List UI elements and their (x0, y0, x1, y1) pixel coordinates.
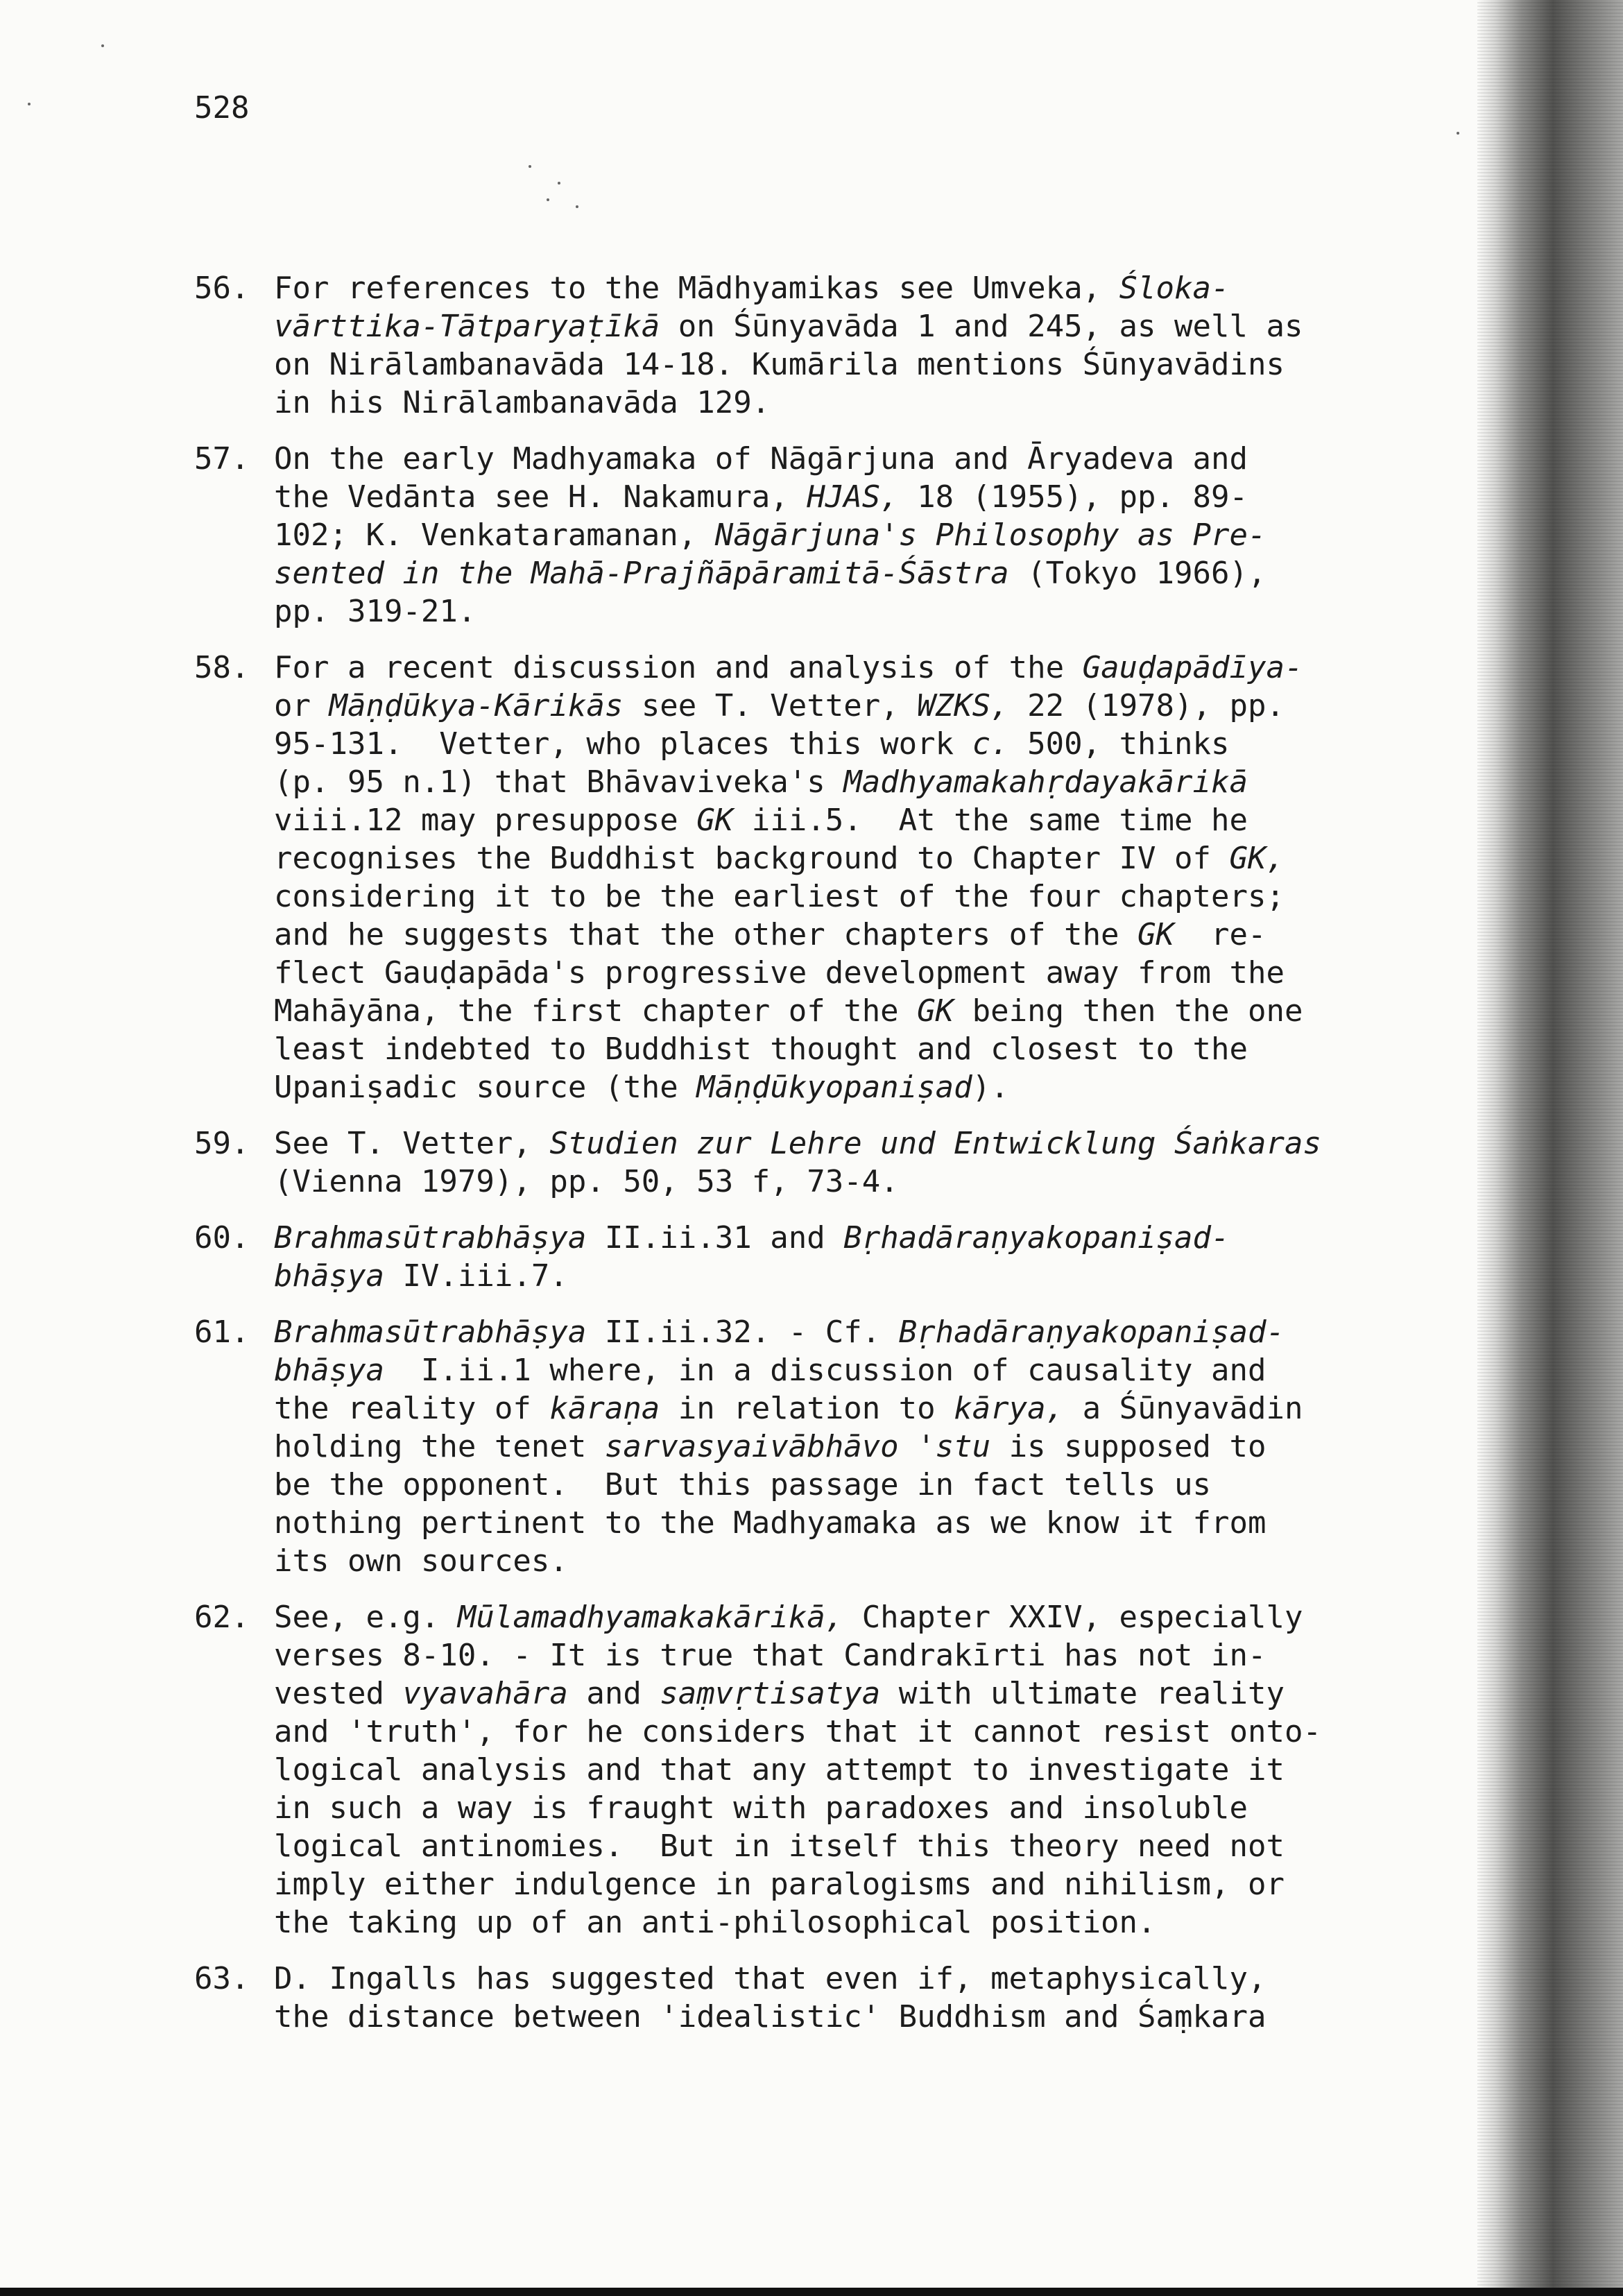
endnote-line (274, 1389, 1373, 1428)
text-run: a Śūnyavādin (1064, 1391, 1303, 1426)
text-run: in relation to (660, 1391, 954, 1426)
binding-shadow (1477, 0, 1623, 2296)
endnote (194, 649, 1373, 1106)
italic-text-run: Śloka- (1119, 271, 1230, 306)
text-run: imply either indulgence in paralogisms and nihilism, or (274, 1867, 1285, 1902)
italic-text-run: c. (972, 726, 1009, 762)
italic-text-run: sented in the Mahā-Prajñāpāramitā-Śāstra (274, 556, 1009, 591)
endnotes-list (194, 269, 1373, 2054)
italic-text-run: Māṇḍūkya-Kārikās (329, 688, 624, 723)
text-run: D. Ingalls has suggested that even if, metaphysically, (274, 1961, 1266, 1996)
text-run: in such a way is fraught with paradoxes and insoluble (274, 1790, 1248, 1826)
text-run: 500, thinks (1008, 726, 1230, 762)
italic-text-run: Bṛhadāraṇyakopaniṣad- (843, 1220, 1230, 1256)
endnote (194, 1598, 1373, 1942)
endnote-line (274, 1598, 1373, 1636)
endnote-line (274, 649, 1373, 687)
text-run: flect Gauḍapāda's progressive development away from the (274, 955, 1285, 991)
text-run: see T. Vetter, (623, 688, 918, 723)
endnote-line (274, 801, 1373, 839)
italic-text-run: GK (1137, 917, 1175, 952)
text-run: being then the one (954, 993, 1303, 1029)
speck (28, 103, 31, 105)
text-run: 22 (1978), pp. (1008, 688, 1285, 723)
endnote-line (274, 839, 1373, 877)
endnote-line (274, 1068, 1373, 1106)
endnote-line (274, 1903, 1373, 1942)
text-run: 95-131. Vetter, who places this work (274, 726, 972, 762)
text-run: I.ii.1 where, in a discussion of causality and (384, 1353, 1266, 1388)
endnote-line (274, 440, 1373, 478)
text-run: 102; K. Venkataramanan, (274, 517, 715, 553)
text-run: 18 (1955), pp. 89- (898, 479, 1248, 515)
endnote-number: 58. (194, 650, 250, 685)
text-run: considering it to be the earliest of the four chapters; (274, 879, 1285, 914)
endnote-number: 57. (194, 441, 250, 477)
endnote-number: 62. (194, 1600, 250, 1635)
text-run: Chapter XXIV, especially (843, 1600, 1303, 1635)
text-run: in his Nirālambanavāda 129. (274, 385, 771, 420)
endnote-line (274, 516, 1373, 554)
endnote-line (274, 992, 1373, 1030)
italic-text-run: bhāṣya (274, 1258, 384, 1294)
endnote (194, 1219, 1373, 1295)
text-run: holding the tenet (274, 1429, 605, 1464)
endnote-line (274, 1257, 1373, 1295)
italic-text-run: kārya, (954, 1391, 1065, 1426)
text-run: pp. 319-21. (274, 594, 476, 629)
text-run: or (274, 688, 329, 723)
text-run: See T. Vetter, (274, 1126, 550, 1161)
text-run: least indebted to Buddhist thought and closest to the (274, 1031, 1248, 1067)
endnote-line (274, 1030, 1373, 1068)
endnote-line (274, 307, 1373, 345)
italic-text-run: HJAS, (807, 479, 899, 515)
page-number: 528 (194, 90, 250, 126)
bottom-edge-rule (0, 2288, 1623, 2296)
text-run: logical antinomies. But in itself this theory need not (274, 1828, 1285, 1864)
speck (558, 182, 560, 185)
endnote-line (274, 1713, 1373, 1751)
speck (1457, 132, 1459, 135)
speck (576, 205, 578, 208)
endnote-line (274, 954, 1373, 992)
text-run: viii.12 may presuppose (274, 803, 697, 838)
text-run: verses 8-10. - It is true that Candrakīrti has not in- (274, 1638, 1266, 1673)
endnote-line (274, 1428, 1373, 1466)
endnote-line (274, 1789, 1373, 1827)
text-run: the Vedānta see H. Nakamura, (274, 479, 807, 515)
italic-text-run: Madhyamakahṛdayakārikā (843, 764, 1248, 800)
text-run: and (567, 1676, 660, 1711)
text-run: iii.5. At the same time he (733, 803, 1248, 838)
endnote-line (274, 269, 1373, 307)
text-run: the reality of (274, 1391, 550, 1426)
endnote-line (274, 1219, 1373, 1257)
endnote-line (274, 1998, 1373, 2036)
text-run: with ultimate reality (880, 1676, 1285, 1711)
italic-text-run: vyavahāra (402, 1676, 568, 1711)
endnote-line (274, 1466, 1373, 1504)
endnote (194, 1960, 1373, 2036)
italic-text-run: Brahmasūtrabhāṣya (274, 1314, 587, 1350)
text-run: (Tokyo 1966), (1008, 556, 1266, 591)
italic-text-run: GK (917, 993, 954, 1029)
endnote-line (274, 345, 1373, 384)
endnote-line (274, 478, 1373, 516)
endnote-line (274, 1504, 1373, 1542)
text-run: IV.iii.7. (384, 1258, 568, 1294)
endnote-line (274, 1163, 1373, 1201)
endnote (194, 440, 1373, 631)
endnote-line (274, 1636, 1373, 1674)
speck (101, 44, 104, 47)
endnote-number: 63. (194, 1961, 250, 1996)
italic-text-run: WZKS, (917, 688, 1009, 723)
italic-text-run: Brahmasūtrabhāṣya (274, 1220, 587, 1256)
text-run: recognises the Buddhist background to Chapter IV of (274, 841, 1230, 876)
text-run: the taking up of an anti-philosophical position. (274, 1905, 1156, 1940)
text-run: its own sources. (274, 1543, 568, 1579)
text-run: logical analysis and that any attempt to investigate it (274, 1752, 1285, 1788)
italic-text-run: Bṛhadāraṇyakopaniṣad- (898, 1314, 1285, 1350)
text-run: For references to the Mādhyamikas see Umveka, (274, 271, 1119, 306)
text-run: ). (972, 1070, 1009, 1105)
italic-text-run: bhāṣya (274, 1353, 384, 1388)
endnote-line (274, 1124, 1373, 1163)
endnote-number: 60. (194, 1220, 250, 1256)
endnote-number: 61. (194, 1314, 250, 1350)
text-run: For a recent discussion and analysis of the (274, 650, 1083, 685)
speck (529, 165, 531, 168)
text-run: II.ii.31 and (586, 1220, 844, 1256)
endnote-line (274, 1674, 1373, 1713)
text-run: Mahāyāna, the first chapter of the (274, 993, 918, 1029)
endnote-line (274, 1865, 1373, 1903)
italic-text-run: GK (696, 803, 734, 838)
italic-text-run: kāraṇa (549, 1391, 660, 1426)
italic-text-run: saṃvṛtisatya (660, 1676, 881, 1711)
text-run: and 'truth', for he considers that it cannot resist onto- (274, 1714, 1321, 1749)
italic-text-run: Nāgārjuna's Philosophy as Pre- (714, 517, 1266, 553)
text-run: (p. 95 n.1) that Bhāvaviveka's (274, 764, 844, 800)
endnote-number: 59. (194, 1126, 250, 1161)
endnote-line (274, 687, 1373, 725)
italic-text-run: Māṇḍūkyopaniṣad (696, 1070, 972, 1105)
endnote-line (274, 916, 1373, 954)
endnote-line (274, 1542, 1373, 1580)
italic-text-run: GK, (1229, 841, 1285, 876)
text-run: is supposed to (990, 1429, 1266, 1464)
endnote-line (274, 554, 1373, 592)
text-run: re- (1174, 917, 1266, 952)
italic-text-run: Gauḍapādīya- (1082, 650, 1303, 685)
text-run: be the opponent. But this passage in fact tells us (274, 1467, 1212, 1502)
text-run: On the early Madhyamaka of Nāgārjuna and Āryadeva and (274, 441, 1248, 477)
text-run: on Nirālambanavāda 14-18. Kumārila mentions Śūnyavādins (274, 347, 1285, 382)
endnote-line (274, 725, 1373, 763)
endnote (194, 1124, 1373, 1201)
text-run: (Vienna 1979), pp. 50, 53 f, 73-4. (274, 1164, 899, 1199)
endnote-line (274, 384, 1373, 422)
italic-text-run: Mūlamadhyamakakārikā, (457, 1600, 844, 1635)
text-run: and he suggests that the other chapters of the (274, 917, 1138, 952)
text-run: vested (274, 1676, 403, 1711)
endnote-line (274, 1827, 1373, 1865)
endnote (194, 1313, 1373, 1580)
text-run: the distance between 'idealistic' Buddhism and Śaṃkara (274, 1999, 1266, 2034)
endnote-line (274, 1751, 1373, 1789)
italic-text-run: sarvasyaivābhāvo 'stu (604, 1429, 991, 1464)
endnote-line (274, 1960, 1373, 1998)
italic-text-run: vārttika-Tātparyaṭīkā (274, 309, 660, 344)
endnote-line (274, 763, 1373, 801)
text-run: II.ii.32. - Cf. (586, 1314, 899, 1350)
endnote-line (274, 1351, 1373, 1389)
text-run: nothing pertinent to the Madhyamaka as we know it from (274, 1505, 1266, 1541)
endnote-line (274, 1313, 1373, 1351)
endnote-line (274, 592, 1373, 631)
text-run: on Śūnyavāda 1 and 245, as well as (660, 309, 1303, 344)
endnote-number: 56. (194, 271, 250, 306)
endnote (194, 269, 1373, 422)
italic-text-run: Studien zur Lehre und Entwicklung Śaṅkaras (549, 1126, 1321, 1161)
endnote-line (274, 877, 1373, 916)
speck (547, 198, 549, 201)
text-run: Upaniṣadic source (the (274, 1070, 697, 1105)
text-run: See, e.g. (274, 1600, 458, 1635)
